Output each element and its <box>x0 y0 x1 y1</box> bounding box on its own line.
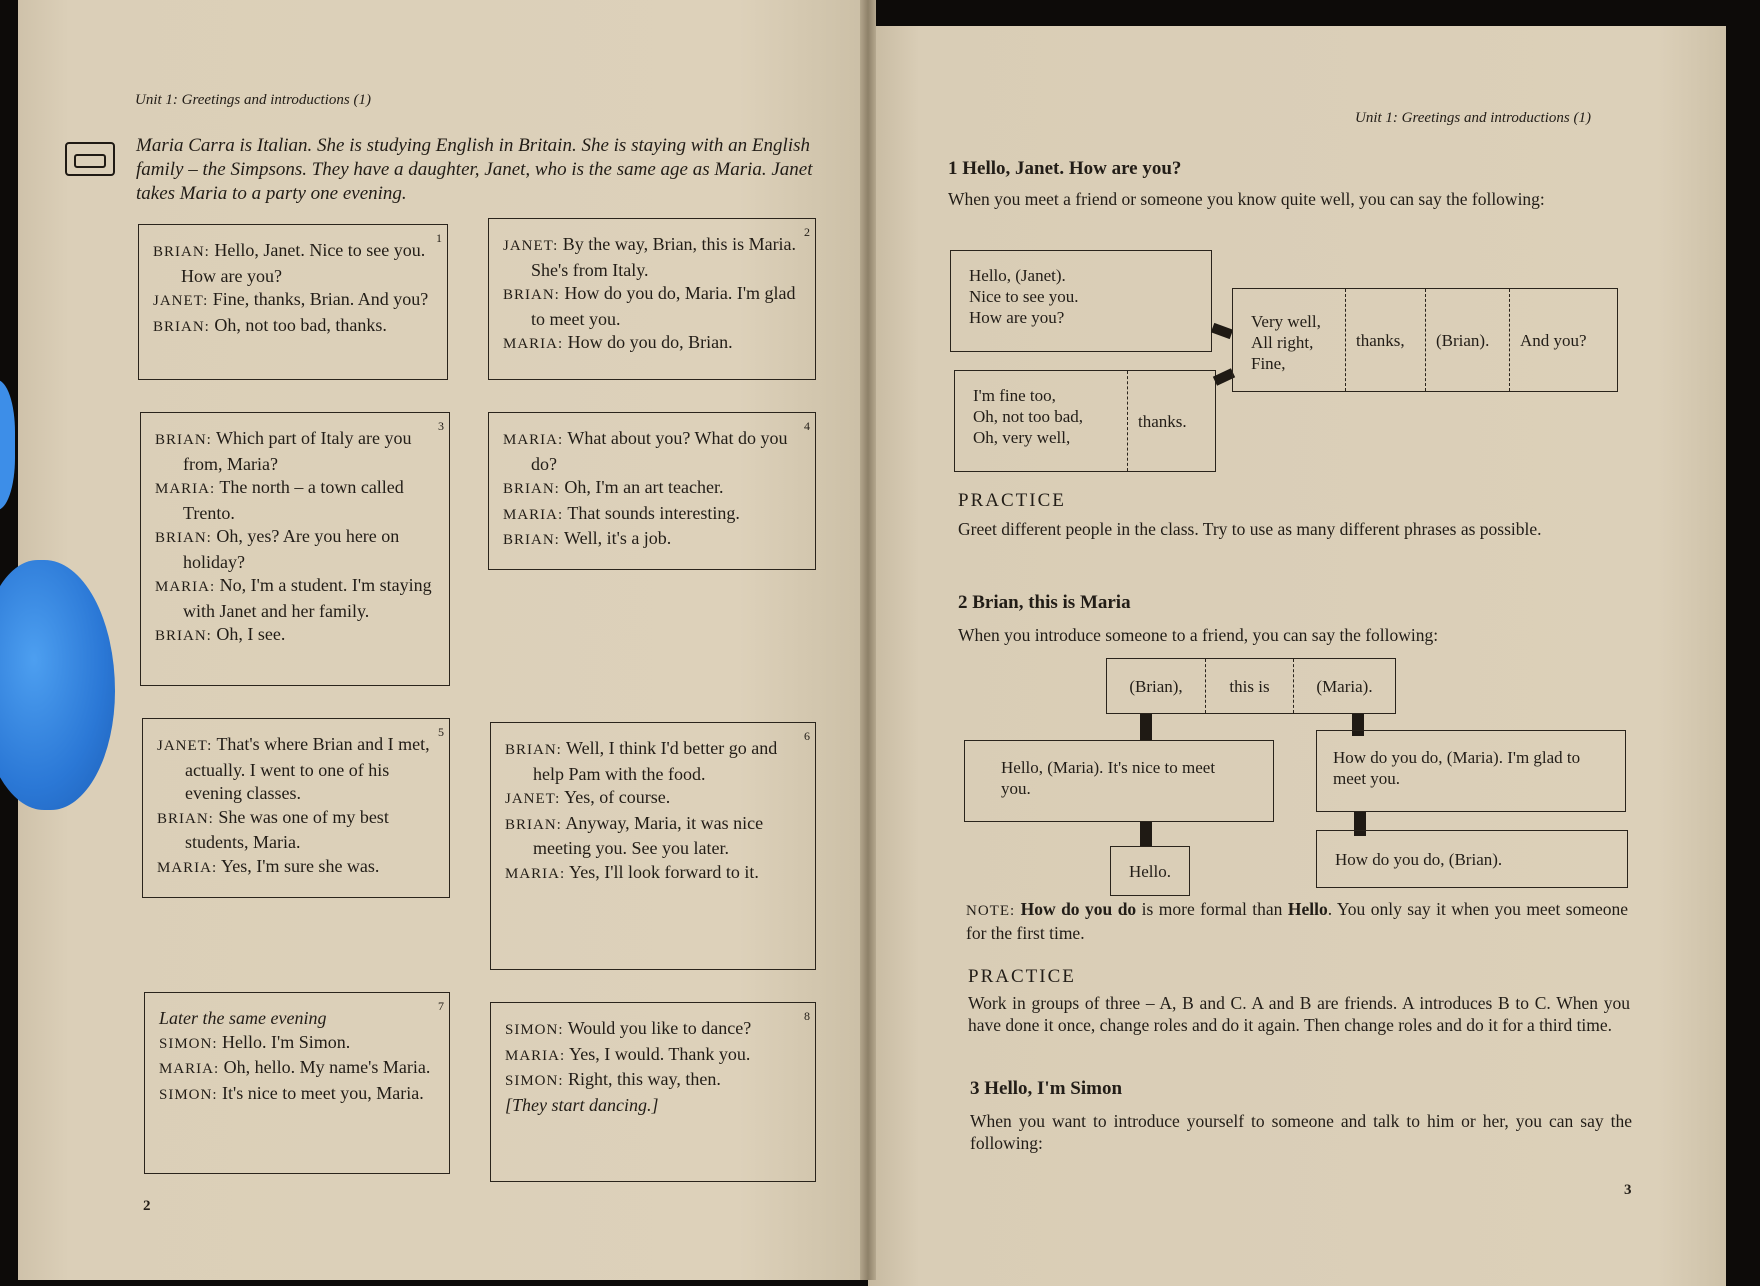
dialogue-number: 7 <box>438 999 444 1013</box>
dialogue-number: 4 <box>804 419 810 433</box>
connector <box>1140 714 1152 740</box>
dialogue-box-6: 6 BRIAN: Well, I think I'd better go and help Pam with the food. JANET: Yes, of course. BRIAN: Anyway, Maria, it was nice meeting you. See you later. MARIA: Yes, I'll look forward to it. <box>490 722 816 970</box>
practice-label-2: PRACTICE <box>968 966 1076 987</box>
practice-label-1: PRACTICE <box>958 490 1066 511</box>
answer-box-left: Hello. <box>1110 846 1190 896</box>
practice-text-2: Work in groups of three – A, B and C. A and B are friends. A introduces B to C. When you have done it once, change roles and do it again. Then change roles and do it for a third time. <box>968 993 1630 1035</box>
dialogue-box-7: 7 Later the same evening SIMON: Hello. I'm Simon. MARIA: Oh, hello. My name's Maria. SIMON: It's nice to meet you, Maria. <box>144 992 450 1174</box>
stage-direction: Later the same evening <box>159 1008 327 1028</box>
left-running-head: Unit 1: Greetings and introductions (1) <box>135 92 371 108</box>
dialogue-box-4: 4 MARIA: What about you? What do you do? BRIAN: Oh, I'm an art teacher. MARIA: That sounds interesting. BRIAN: Well, it's a job. <box>488 412 816 570</box>
section-2-text: When you introduce someone to a friend, you can say the following: <box>958 625 1439 645</box>
right-running-head: Unit 1: Greetings and introductions (1) <box>1355 110 1591 126</box>
section-1-text: When you meet a friend or someone you know quite well, you can say the following: <box>948 189 1545 209</box>
dialogue-number: 8 <box>804 1009 810 1023</box>
connector <box>1140 822 1152 846</box>
dialogue-box-2: 2 JANET: By the way, Brian, this is Maria. She's from Italy. BRIAN: How do you do, Maria. I'm glad to meet you. MARIA: How do you do, Brian. <box>488 218 816 380</box>
greeting-box-a: Hello, (Janet). Nice to see you. How are you? <box>950 250 1212 352</box>
dialogue-box-1: 1 BRIAN: Hello, Janet. Nice to see you. How are you? JANET: Fine, thanks, Brian. And you? BRIAN: Oh, not too bad, thanks. <box>138 224 448 380</box>
intro-box-top: (Brian), this is (Maria). <box>1106 658 1396 714</box>
greeting-box-b: I'm fine too, Oh, not too bad, Oh, very well, thanks. <box>954 370 1216 472</box>
dialogue-box-3: 3 BRIAN: Which part of Italy are you from, Maria? MARIA: The north – a town called Trento. BRIAN: Oh, yes? Are you here on holiday? MARIA: No, I'm a student. I'm staying with Janet and her family. BRIAN: Oh, I see. <box>140 412 450 686</box>
section-3-text: When you want to introduce yourself to someone and talk to him or her, you can say the following: <box>970 1111 1632 1153</box>
cassette-icon <box>65 142 115 176</box>
right-page-number: 3 <box>1624 1182 1632 1198</box>
practice-text-1: Greet different people in the class. Try to use as many different phrases as possible. <box>958 519 1542 539</box>
reply-box-right: How do you do, (Maria). I'm glad to meet you. <box>1316 730 1626 812</box>
left-page-number: 2 <box>143 1198 151 1214</box>
dialogue-number: 1 <box>436 231 442 245</box>
section-3-heading: 3 Hello, I'm Simon <box>970 1078 1123 1099</box>
dialogue-box-5: 5 JANET: That's where Brian and I met, actually. I went to one of his evening classes. BRIAN: She was one of my best students, Maria. MARIA: Yes, I'm sure she was. <box>142 718 450 898</box>
section-1-heading: 1 Hello, Janet. How are you? <box>948 158 1182 179</box>
book-gutter <box>860 0 876 1280</box>
dialogue-number: 2 <box>804 225 810 239</box>
dialogue-box-8: 8 SIMON: Would you like to dance? MARIA: Yes, I would. Thank you. SIMON: Right, this way, then. [They start dancing.] <box>490 1002 816 1182</box>
dialogue-number: 5 <box>438 725 444 739</box>
stage-direction: [They start dancing.] <box>505 1094 659 1115</box>
dialogue-number: 6 <box>804 729 810 743</box>
intro-paragraph: Maria Carra is Italian. She is studying English in Britain. She is staying with an English family – the Simpsons. They have a daughter, Janet, who is the same age as Maria. Janet takes Maria to a party one evening. <box>136 135 813 204</box>
dialogue-number: 3 <box>438 419 444 433</box>
reply-box-left: Hello, (Maria). It's nice to meet you. <box>964 740 1274 822</box>
reply-box-c: Very well, All right, Fine, thanks, (Brian). And you? <box>1232 288 1618 392</box>
section-2-heading: 2 Brian, this is Maria <box>958 592 1131 613</box>
note-paragraph: NOTE: How do you do is more formal than Hello. You only say it when you meet someone for the first time. <box>966 899 1628 943</box>
glove-finger <box>0 380 15 510</box>
answer-box-right: How do you do, (Brian). <box>1316 830 1628 888</box>
